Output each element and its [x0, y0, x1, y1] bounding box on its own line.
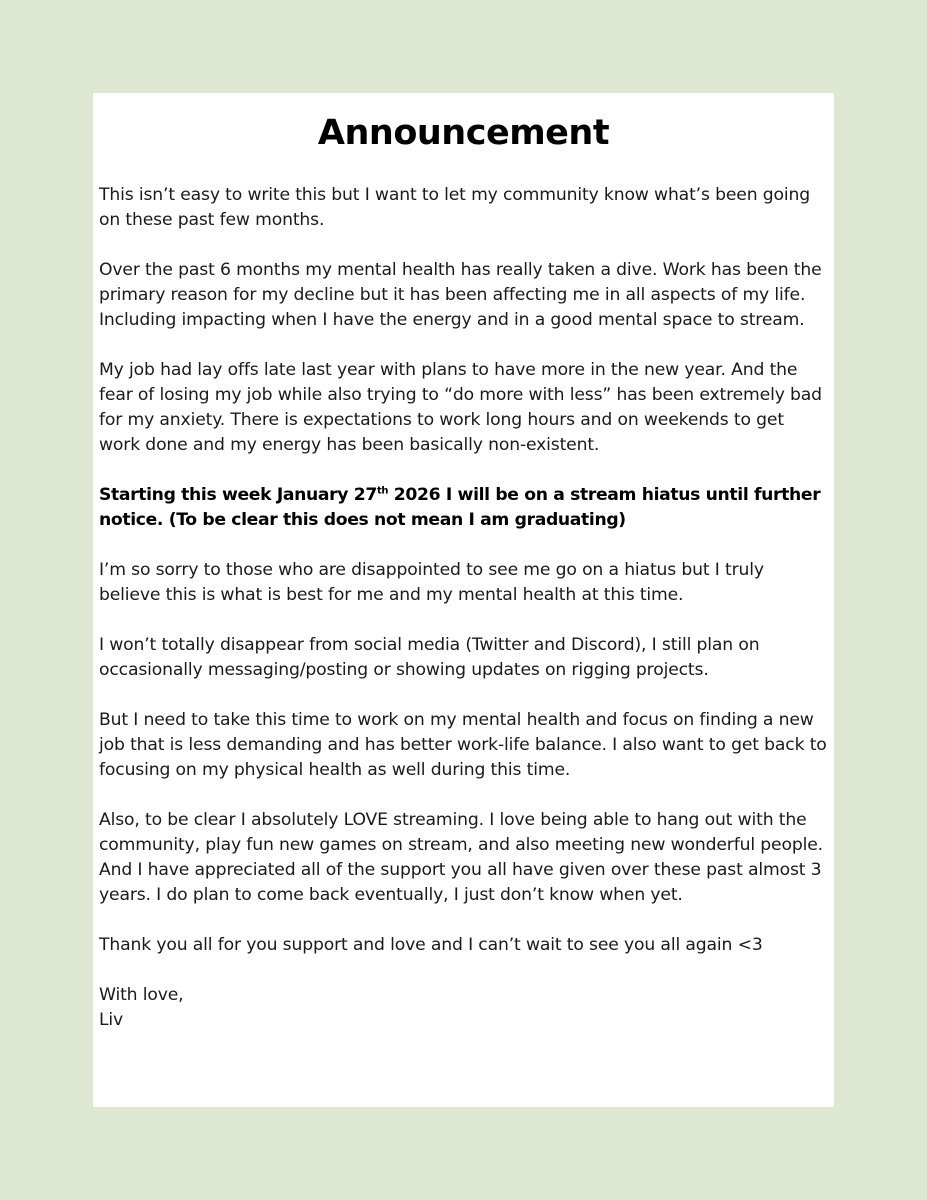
paragraph-hiatus-notice [99, 483, 828, 533]
hiatus-notice-rest: 2026 I will be on a stream hiatus until further notice. (To be clear this does not mean I am graduating) [99, 485, 821, 530]
paragraph-social-media: I won’t totally disappear from social media (Twitter and Discord), I still plan on occasionally messaging/posting or showing updates on rigging projects. [99, 635, 760, 680]
paragraph-thank-you: Thank you all for you support and love and I can’t wait to see you all again <3 [99, 935, 763, 955]
date-ordinal-suffix: th [376, 485, 389, 497]
paragraph-love-streaming: Also, to be clear I absolutely LOVE streaming. I love being able to hang out with the community, play fun new games on stream, and also meeting new wonderful people. And I have appreciated all of the support you all have given over these past almost 3 years. I do plan to come back eventually, I just don’t know when yet. [99, 810, 823, 905]
announcement-body [99, 183, 828, 1033]
signoff-closing: With love, [99, 985, 184, 1005]
signoff [99, 983, 828, 1033]
page-title: Announcement [317, 113, 610, 153]
paragraph-job-layoffs: My job had lay offs late last year with plans to have more in the new year. And the fear of losing my job while also trying to “do more with less” has been extremely bad for my anxiety. There is expectations to work long hours and on weekends to get work done and my energy has been basically non-existent. [99, 360, 822, 455]
announcement-page [93, 93, 834, 1107]
paragraph-mental-health: Over the past 6 months my mental health has really taken a dive. Work has been the primary reason for my decline but it has been affecting me in all aspects of my life. Including impacting when I have the energy and in a good mental space to stream. [99, 260, 822, 330]
paragraph-focus: But I need to take this time to work on my mental health and focus on finding a new job that is less demanding and has better work-life balance. I also want to get back to focusing on my physical health as well during this time. [99, 710, 827, 780]
paragraph-intro: This isn’t easy to write this but I want to let my community know what’s been going on these past few months. [99, 185, 811, 230]
hiatus-notice-start: Starting this week January 27 [99, 485, 377, 505]
signoff-name: Liv [99, 1010, 124, 1030]
paragraph-apology: I’m so sorry to those who are disappointed to see me go on a hiatus but I truly believe this is what is best for me and my mental health at this time. [99, 560, 764, 605]
